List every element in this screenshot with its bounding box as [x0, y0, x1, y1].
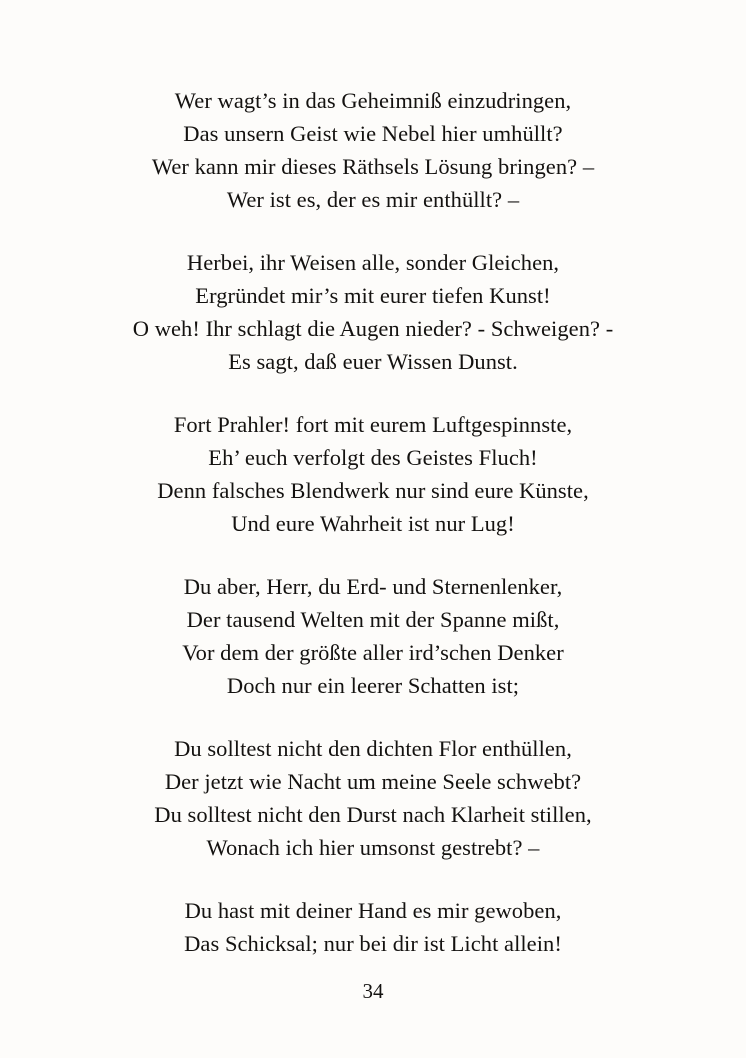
poem-body [0, 84, 746, 960]
page-number: 34 [362, 979, 384, 1003]
poem-line: Das Schicksal; nur bei dir ist Licht allein! [184, 931, 562, 956]
poem-line: Wer kann mir dieses Räthsels Lösung bringen? – [151, 154, 595, 179]
poem-line: Du aber, Herr, du Erd- und Sternenlenker, [183, 574, 563, 599]
poem-line: Du solltest nicht den Durst nach Klarheit stillen, [154, 802, 592, 827]
poem-line: Der tausend Welten mit der Spanne mißt, [186, 607, 560, 632]
stanza [0, 894, 746, 960]
poem-line: Wer ist es, der es mir enthüllt? – [226, 187, 520, 212]
poem-line: Herbei, ihr Weisen alle, sonder Gleichen, [186, 250, 560, 275]
poem-line: Wonach ich hier umsonst gestrebt? – [206, 835, 540, 860]
poem-line: Wer wagt’s in das Geheimniß einzudringen, [174, 88, 572, 113]
stanza [0, 246, 746, 378]
poem-line: Doch nur ein leerer Schatten ist; [226, 673, 520, 698]
stanza [0, 732, 746, 864]
poem-line: Fort Prahler! fort mit eurem Luftgespinnste, [173, 412, 573, 437]
poem-line: Denn falsches Blendwerk nur sind eure Künste, [157, 478, 589, 503]
poem-line: Es sagt, daß euer Wissen Dunst. [228, 349, 518, 374]
stanza [0, 408, 746, 540]
poem-line: Vor dem der größte aller ird’schen Denker [182, 640, 564, 665]
stanza [0, 84, 746, 216]
poem-line: Und eure Wahrheit ist nur Lug! [231, 511, 515, 536]
poem-line: Ergründet mir’s mit eurer tiefen Kunst! [195, 283, 551, 308]
poem-line: Du hast mit deiner Hand es mir gewoben, [184, 898, 562, 923]
stanza [0, 570, 746, 702]
poem-line: Eh’ euch verfolgt des Geistes Fluch! [208, 445, 538, 470]
poem-line: Der jetzt wie Nacht um meine Seele schwebt? [164, 769, 582, 794]
poem-line: Das unsern Geist wie Nebel hier umhüllt? [183, 121, 563, 146]
poem-line: Du solltest nicht den dichten Flor enthüllen, [174, 736, 572, 761]
poem-line: O weh! Ihr schlagt die Augen nieder? - Schweigen? - [132, 316, 614, 341]
